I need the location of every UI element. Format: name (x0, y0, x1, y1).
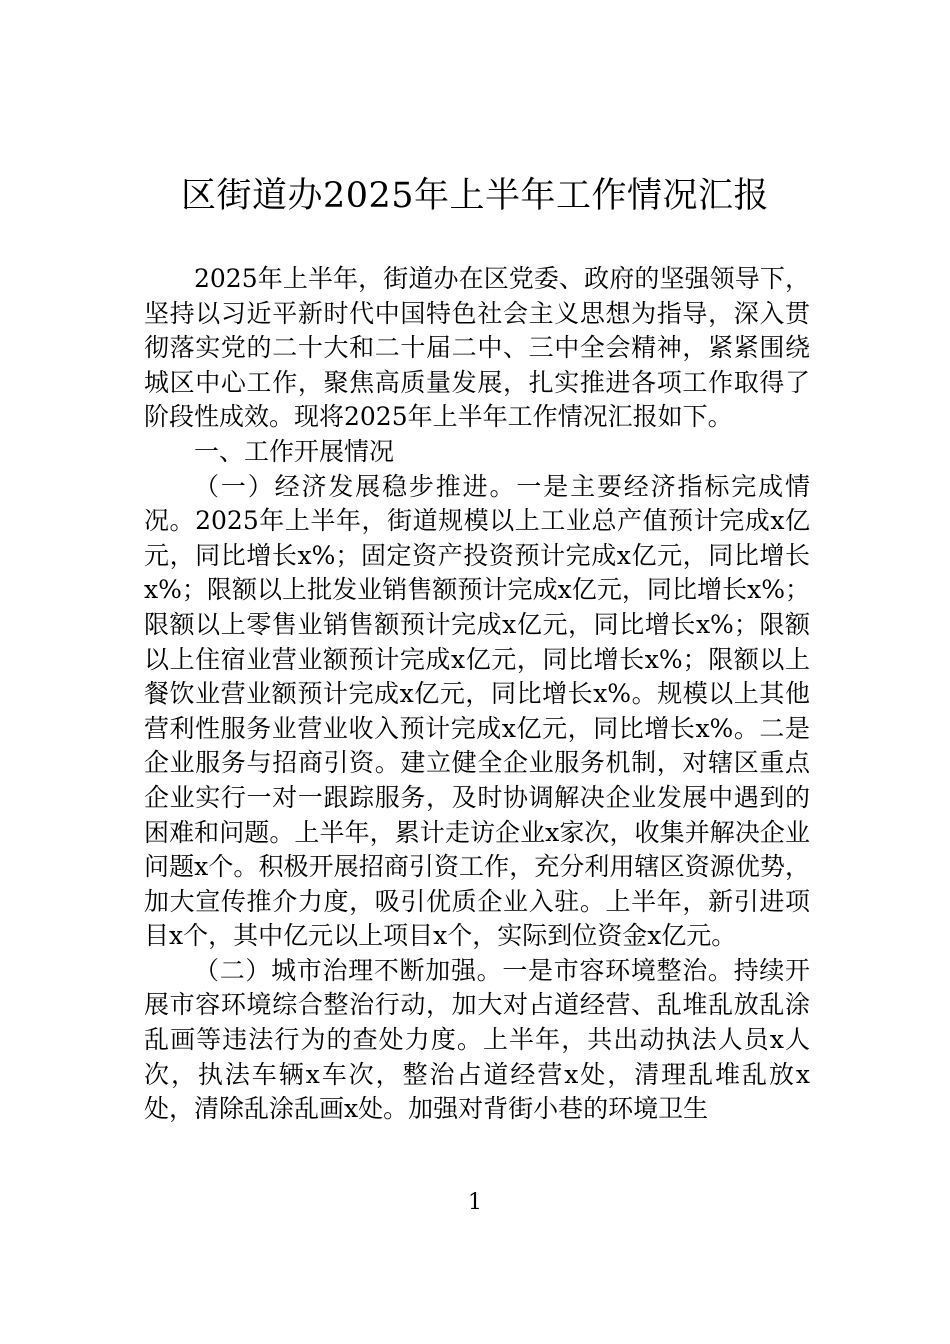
intro-paragraph: 2025年上半年，街道办在区党委、政府的坚强领导下，坚持以习近平新时代中国特色社会主义思想为指导，深入贯彻落实党的二十大和二十届二中、三中全会精神，紧紧围绕城区中心工作，聚焦高质量发展，扎实推进各项工作取得了阶段性成效。现将2025年上半年工作情况汇报如下。 (144, 264, 810, 432)
section-heading: 一、工作开展情况 (194, 436, 395, 466)
economy-paragraph: （一）经济发展稳步推进。一是主要经济指标完成情况。2025年上半年，街道规模以上工业总产值预计完成x亿元，同比增长x%；固定资产投资预计完成x亿元，同比增长x%；限额以上批发业销售额预计完成x亿元，同比增长x%；限额以上零售业销售额预计完成x亿元，同比增长x%；限额以上住宿业营业额预计完成x亿元，同比增长x%；限额以上餐饮业营业额预计完成x亿元，同比增长x%。规模以上其他营利性服务业营业收入预计完成x亿元，同比增长x%。二是企业服务与招商引资。建立健全企业服务机制，对辖区重点企业实行一对一跟踪服务，及时协调解决企业发展中遇到的困难和问题。上半年，累计走访企业x家次，收集并解决企业问题x个。积极开展招商引资工作，充分利用辖区资源优势，加大宣传推介力度，吸引优质企业入驻。上半年，新引进项目x个，其中亿元以上项目x个，实际到位资金x亿元。 (144, 471, 810, 951)
document-title: 区街道办2025年上半年工作情况汇报 (180, 176, 770, 216)
urban-governance-paragraph: （二）城市治理不断加强。一是市容环境整治。持续开展市容环境综合整治行动，加大对占道经营、乱堆乱放乱涂乱画等违法行为的查处力度。上半年，共出动执法人员x人次，执法车辆x车次，整治占道经营x处，清理乱堆乱放x处，清除乱涂乱画x处。加强对背街小巷的环境卫生 (144, 955, 810, 1124)
page-number: 1 (468, 1190, 482, 1215)
document-body (144, 262, 810, 1127)
